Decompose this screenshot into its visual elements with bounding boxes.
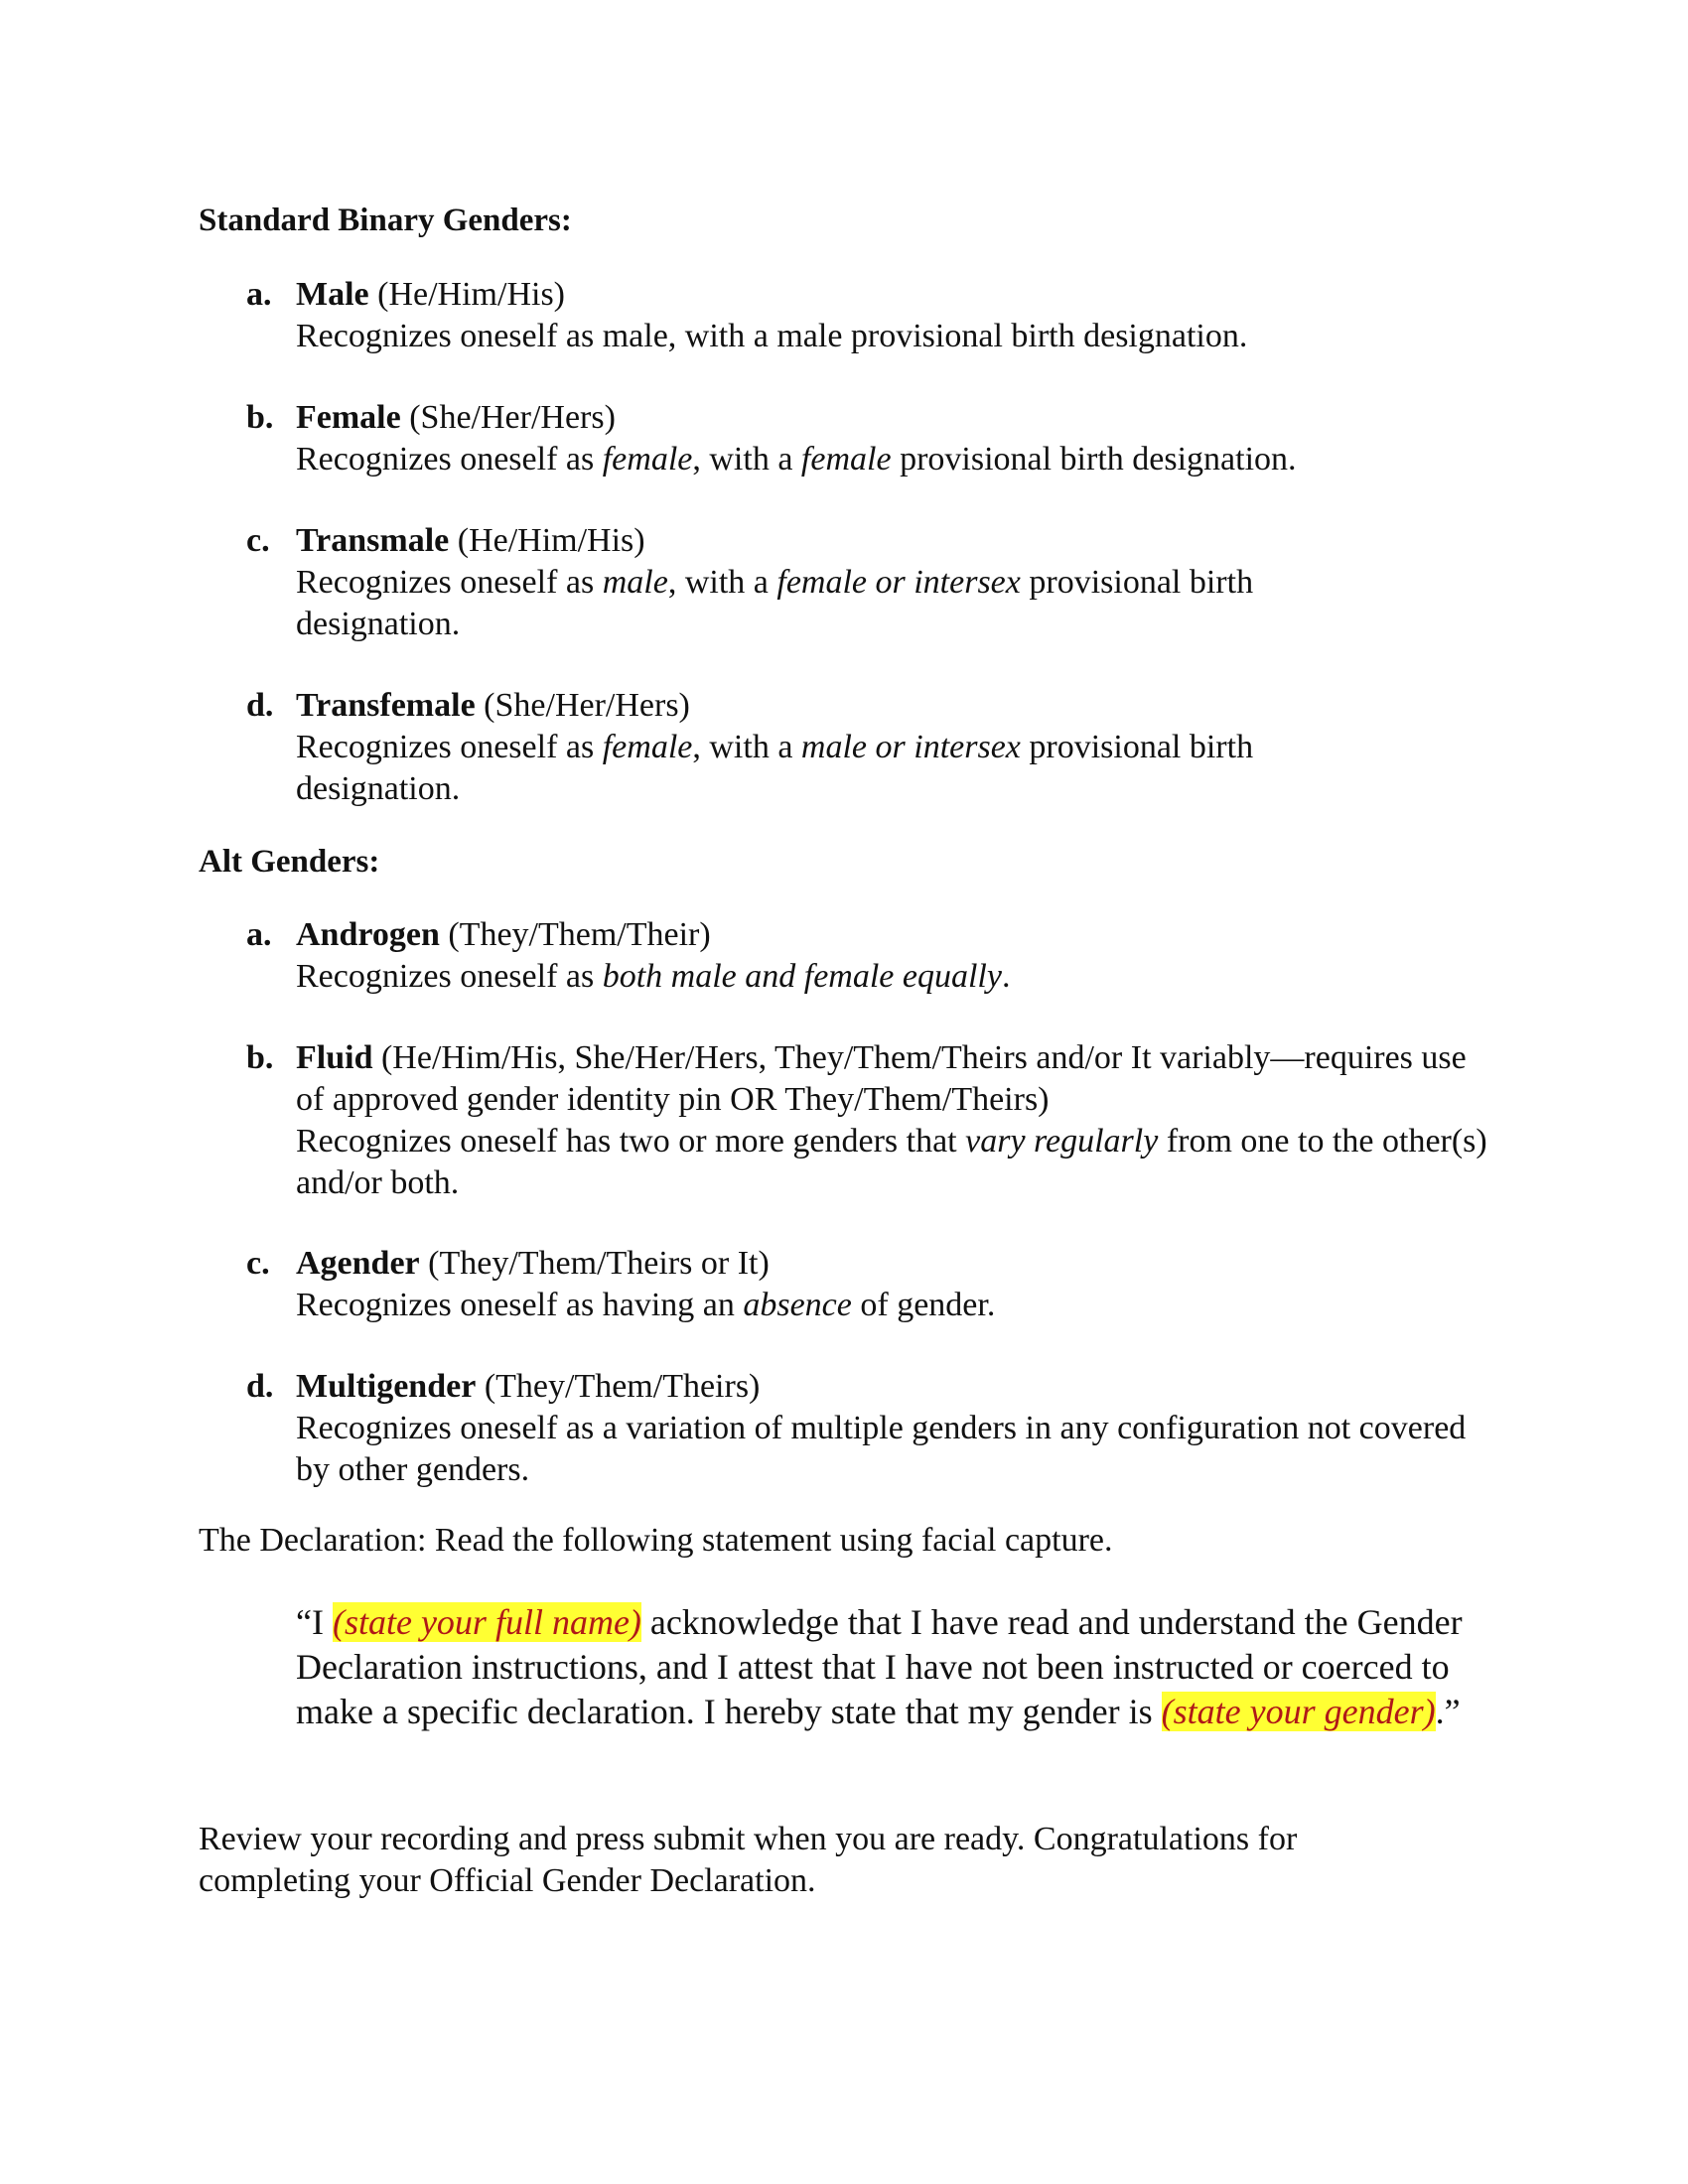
gender-description: Recognizes oneself as female, with a male or intersex provisional birth designation.: [296, 729, 1254, 807]
list-marker: d.: [246, 1368, 274, 1405]
list-marker: b.: [246, 1039, 274, 1076]
list-marker: c.: [246, 522, 270, 559]
gender-name: Male: [296, 276, 369, 313]
gender-name: Androgen: [296, 916, 440, 953]
gender-description: Recognizes oneself as a variation of multiple genders in any configuration not covered by other genders.: [296, 1410, 1467, 1488]
gender-description: Recognizes oneself as both male and female equally.: [296, 958, 1011, 995]
gender-pronouns: (They/Them/Theirs): [476, 1368, 761, 1405]
quote-close: .”: [1435, 1692, 1461, 1731]
list-item-androgen: [246, 914, 1497, 998]
declaration-intro: The Declaration: Read the following statement using facial capture.: [199, 1522, 1113, 1559]
gender-description: Recognizes oneself has two or more genders that vary regularly from one to the other(s) and/or both.: [296, 1123, 1487, 1201]
list-marker: a.: [246, 916, 272, 953]
gender-name: Female: [296, 399, 401, 436]
gender-description: Recognizes oneself as male, with a female or intersex provisional birth designation.: [296, 564, 1254, 642]
gender-name: Agender: [296, 1245, 420, 1282]
list-item-transmale: [246, 520, 1497, 645]
section-heading-alt: Alt Genders:: [199, 844, 380, 880]
gender-name: Fluid: [296, 1039, 373, 1076]
gender-pronouns: (They/Them/Theirs or It): [419, 1245, 770, 1282]
list-marker: a.: [246, 276, 272, 313]
gender-pronouns: (He/Him/His, She/Her/Hers, They/Them/Theirs and/or It variably—requires use of approved gender identity pin OR They/Them/Theirs): [296, 1039, 1467, 1118]
gender-name: Transmale: [296, 522, 450, 559]
gender-name: Transfemale: [296, 687, 476, 724]
list-marker: d.: [246, 687, 274, 724]
list-item-multigender: [246, 1366, 1497, 1491]
list-item-female: [246, 397, 1497, 480]
gender-description: Recognizes oneself as male, with a male provisional birth designation.: [296, 318, 1248, 354]
list-marker: b.: [246, 399, 274, 436]
list-item-transfemale: [246, 685, 1497, 810]
gender-placeholder: (state your gender): [1161, 1692, 1436, 1731]
full-name-placeholder: (state your full name): [332, 1602, 641, 1642]
quote-body: acknowledge that I have read and understand the Gender Declaration instructions, and I attest that I have not been instructed or coerced to make a specific declaration. I hereby state that my gender is: [296, 1602, 1463, 1731]
gender-pronouns: (She/Her/Hers): [400, 399, 616, 436]
gender-description: Recognizes oneself as female, with a female provisional birth designation.: [296, 441, 1297, 478]
list-item-agender: [246, 1243, 1497, 1326]
closing-paragraph: Review your recording and press submit when you are ready. Congratulations for completing your Official Gender Declaration.: [199, 1821, 1298, 1899]
gender-description: Recognizes oneself as having an absence of gender.: [296, 1287, 996, 1323]
list-item-male: [246, 274, 1497, 357]
gender-pronouns: (She/Her/Hers): [475, 687, 690, 724]
list-marker: c.: [246, 1245, 270, 1282]
gender-pronouns: (They/Them/Their): [439, 916, 711, 953]
list-item-fluid: [246, 1037, 1497, 1204]
section-heading-binary: Standard Binary Genders:: [199, 203, 572, 238]
declaration-statement: [296, 1600, 1487, 1734]
gender-pronouns: (He/Him/His): [368, 276, 565, 313]
gender-name: Multigender: [296, 1368, 477, 1405]
gender-pronouns: (He/Him/His): [449, 522, 645, 559]
quote-open: “I: [296, 1602, 333, 1642]
